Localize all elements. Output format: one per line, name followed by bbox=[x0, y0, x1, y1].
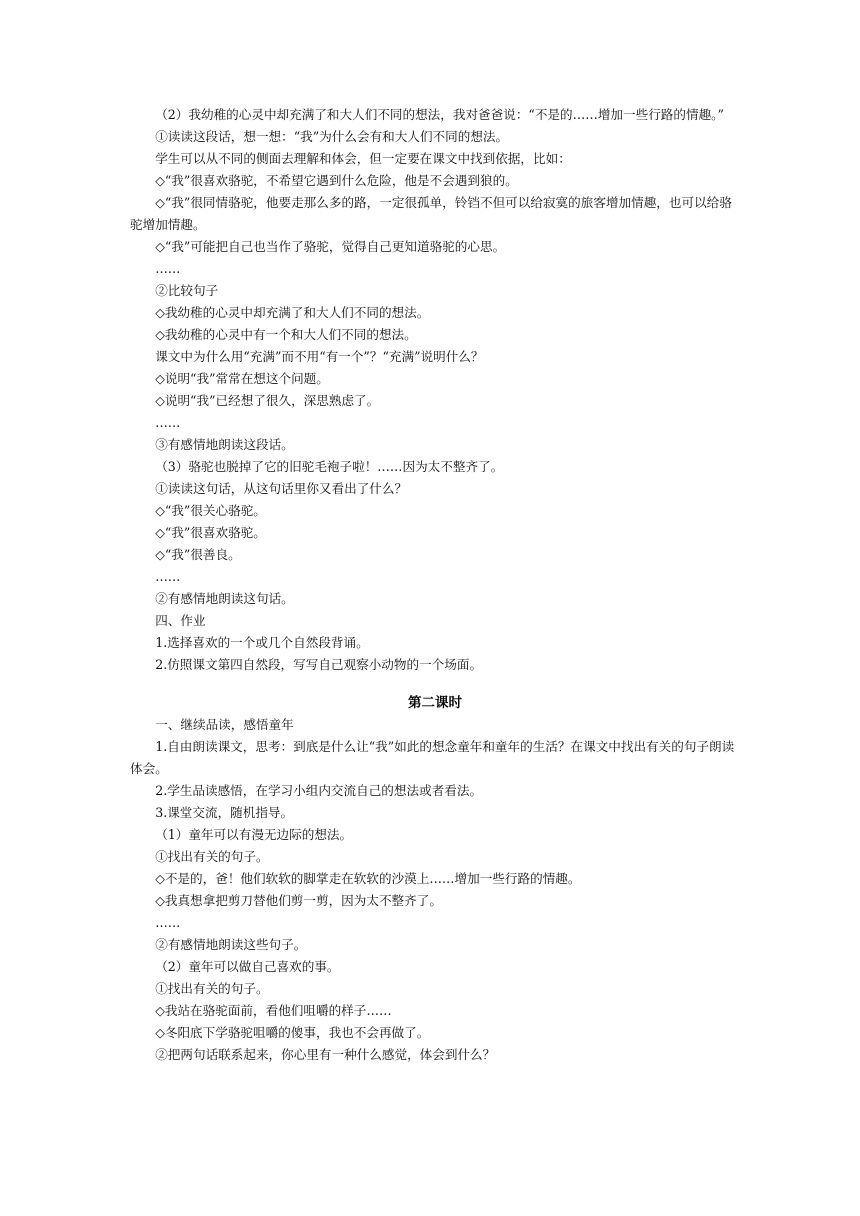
lesson-title: 第二课时 bbox=[408, 695, 462, 711]
paragraph: ①读读这句话，从这句话里你又看出了什么？ bbox=[155, 481, 408, 496]
paragraph: ◇“我”很喜欢骆驼，不希望它遇到什么危险，他是不会遇到狼的。 bbox=[155, 173, 518, 188]
paragraph: ①读读这段话，想一想：“我”为什么会有和大人们不同的想法。 bbox=[155, 129, 509, 144]
ellipsis-line: …… bbox=[155, 569, 181, 584]
paragraph: ◇说明“我”已经想了很久，深思熟虑了。 bbox=[155, 393, 380, 408]
paragraph: ◇不是的，爸！他们软软的脚掌走在软软的沙漠上……增加一些行路的情趣。 bbox=[155, 871, 581, 886]
ellipsis-line: …… bbox=[155, 415, 181, 430]
paragraph: ◇我幼稚的心灵中有一个和大人们不同的想法。 bbox=[155, 327, 417, 342]
paragraph: 学生可以从不同的侧面去理解和体会，但一定要在课文中找到依据，比如： bbox=[155, 151, 571, 166]
paragraph: 1.自由朗读课文，思考：到底是什么让“我”如此的想念童年和童年的生活？在课文中找出有关的句子朗读体会。 bbox=[130, 739, 735, 776]
paragraph: 一、继续品读，感悟童年 bbox=[155, 717, 294, 732]
paragraph: ◇“我”很同情骆驼，他要走那么多的路，一定很孤单，铃铛不但可以给寂寞的旅客增加情趣，也可以给骆驼增加情趣。 bbox=[130, 195, 732, 232]
paragraph: ◇“我”很关心骆驼。 bbox=[155, 503, 266, 518]
lesson-two-section bbox=[130, 692, 740, 1066]
paragraph: ③有感情地朗读这段话。 bbox=[155, 437, 294, 452]
document-body bbox=[130, 104, 740, 1066]
paragraph: ◇我幼稚的心灵中却充满了和大人们不同的想法。 bbox=[155, 305, 430, 320]
paragraph: 2.仿照课文第四自然段，写写自己观察小动物的一个场面。 bbox=[155, 657, 483, 672]
paragraph: ①找出有关的句子。 bbox=[155, 981, 269, 996]
paragraph: ②有感情地朗读这些句子。 bbox=[155, 937, 307, 952]
paragraph: （2）童年可以做自己喜欢的事。 bbox=[155, 959, 340, 974]
paragraph: ◇“我”很善良。 bbox=[155, 547, 241, 562]
paragraph: ◇冬阳底下学骆驼咀嚼的傻事，我也不会再做了。 bbox=[155, 1025, 430, 1040]
ellipsis-line: …… bbox=[155, 261, 181, 276]
paragraph: （2）我幼稚的心灵中却充满了和大人们不同的想法，我对爸爸说：“不是的……增加一些行路的情趣。” bbox=[155, 107, 724, 122]
paragraph: ◇“我”很喜欢骆驼。 bbox=[155, 525, 266, 540]
paragraph: 1.选择喜欢的一个或几个自然段背诵。 bbox=[155, 635, 369, 650]
paragraph: ◇我站在骆驼面前，看他们咀嚼的样子…… bbox=[155, 1003, 392, 1018]
paragraph: ◇我真想拿把剪刀替他们剪一剪，因为太不整齐了。 bbox=[155, 893, 442, 908]
ellipsis-line: …… bbox=[155, 915, 181, 930]
paragraph: （1）童年可以有漫无边际的想法。 bbox=[155, 827, 353, 842]
paragraph: ①找出有关的句子。 bbox=[155, 849, 269, 864]
section-spacer bbox=[130, 676, 740, 692]
paragraph: ②把两句话联系起来，你心里有一种什么感觉，体会到什么？ bbox=[155, 1047, 496, 1062]
lesson-one-section bbox=[130, 104, 740, 676]
paragraph: ◇说明“我”常常在想这个问题。 bbox=[155, 371, 329, 386]
paragraph: 3.课堂交流，随机指导。 bbox=[155, 805, 294, 820]
paragraph: （3）骆驼也脱掉了它的旧驼毛袍子啦！……因为太不整齐了。 bbox=[155, 459, 504, 474]
paragraph: ②有感情地朗读这句话。 bbox=[155, 591, 294, 606]
paragraph: ②比较句子 bbox=[155, 283, 219, 298]
paragraph: ◇“我”可能把自己也当作了骆驼，觉得自己更知道骆驼的心思。 bbox=[155, 239, 506, 254]
paragraph: 课文中为什么用“充满”而不用“有一个”？“充满”说明什么？ bbox=[155, 349, 484, 364]
paragraph: 2.学生品读感悟，在学习小组内交流自己的想法或者看法。 bbox=[155, 783, 483, 798]
homework-heading: 四、作业 bbox=[155, 613, 206, 628]
